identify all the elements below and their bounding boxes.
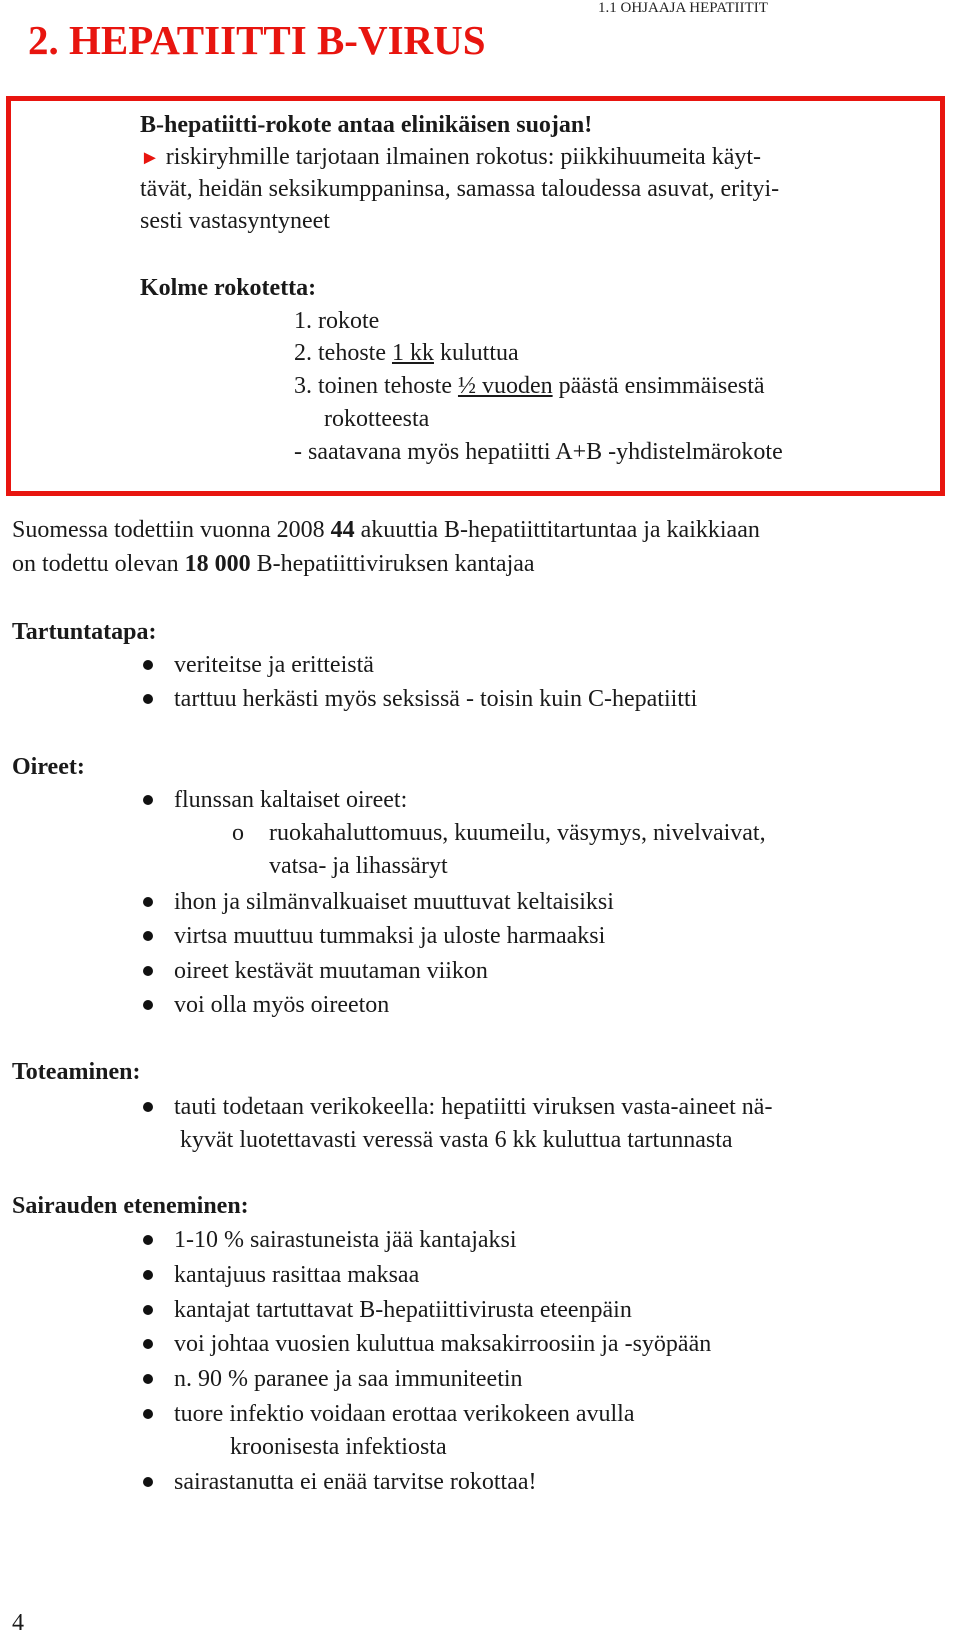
bullet-icon: [143, 931, 153, 941]
section-label: 1.1 OHJAAJA HEPATIITIT: [598, 0, 768, 16]
box-line-3: sesti vastasyntyneet: [140, 208, 330, 234]
bullet-icon: [143, 1102, 153, 1112]
diagnosis-line-1: tauti todetaan verikokeella: hepatiitti viruksen vasta-aineet nä-: [174, 1094, 773, 1120]
list-item: virtsa muuttuu tummaksi ja uloste harmaaksi: [174, 923, 606, 949]
list-item: voi johtaa vuosien kuluttua maksakirroosiin ja -syöpään: [174, 1331, 712, 1357]
sub-list-line-1: ruokahaluttomuus, kuumeilu, väsymys, nivelvaivat,: [269, 820, 766, 846]
bullet-icon: [143, 1305, 153, 1315]
list-item: sairastanutta ei enää tarvitse rokottaa!: [174, 1469, 537, 1495]
dose-3: [294, 371, 765, 401]
dose-2-interval: 1 kk: [391, 340, 434, 366]
bullet-icon: [143, 694, 153, 704]
bullet-icon: [143, 1477, 153, 1487]
sub-list-line-2: vatsa- ja lihassäryt: [269, 853, 448, 879]
bullet-icon: [143, 660, 153, 670]
stats-line-1-pre: Suomessa todettiin vuonna 2008: [12, 517, 331, 543]
list-item: ihon ja silmänvalkuaiset muuttuvat keltaisiksi: [174, 889, 614, 915]
bullet-icon: [143, 1235, 153, 1245]
dose-3-interval: ½ vuoden: [457, 373, 553, 399]
bullet-icon: [143, 1270, 153, 1280]
list-item: n. 90 % paranee ja saa immuniteetin: [174, 1366, 523, 1392]
list-item: kantajat tartuttavat B-hepatiittivirusta eteenpäin: [174, 1297, 632, 1323]
dose-2-post: kuluttua: [433, 340, 519, 366]
bullet-icon: [143, 1409, 153, 1419]
progression-heading: Sairauden eteneminen:: [12, 1193, 249, 1219]
transmission-heading: Tartuntatapa:: [12, 619, 157, 645]
list-item: tarttuu herkästi myös seksissä - toisin kuin C-hepatiitti: [174, 686, 698, 712]
sub-bullet-marker: o: [232, 820, 244, 846]
stats-line-2: [12, 549, 535, 579]
list-item: kantajuus rasittaa maksaa: [174, 1262, 420, 1288]
dose-2-pre: 2. tehoste: [294, 340, 392, 366]
list-item: veriteitse ja eritteistä: [174, 652, 374, 678]
stats-line-1-post: akuuttia B-hepatiittitartuntaa ja kaikkiaan: [354, 517, 760, 543]
bullet-icon: [143, 966, 153, 976]
list-item: voi olla myös oireeton: [174, 992, 390, 1018]
stats-line-1: [12, 515, 760, 545]
dose-3-pre: 3. toinen tehoste: [294, 373, 458, 399]
arrow-right-icon: ►: [140, 147, 160, 169]
bullet-icon: [143, 1339, 153, 1349]
symptoms-heading: Oireet:: [12, 754, 85, 780]
bullet-icon: [143, 1000, 153, 1010]
box-arrow-line: [140, 142, 761, 173]
list-item: flunssan kaltaiset oireet:: [174, 787, 408, 813]
dose-2: [294, 338, 519, 368]
page-number: 4: [12, 1610, 24, 1636]
bullet-icon: [143, 897, 153, 907]
box-line-1: riskiryhmille tarjotaan ilmainen rokotus: piikkihuumeita käyt-: [165, 144, 762, 170]
bullet-icon: [143, 795, 153, 805]
dose-3-post: päästä ensimmäisestä: [552, 373, 765, 399]
dose-1: 1. rokote: [294, 308, 380, 334]
stats-line-2-pre: on todettu olevan: [12, 551, 185, 577]
dose-3-cont: rokotteesta: [324, 406, 430, 432]
page-title: 2. HEPATIITTI B-VIRUS: [28, 17, 486, 63]
bullet-icon: [143, 1374, 153, 1384]
list-item: oireet kestävät muutaman viikon: [174, 958, 488, 984]
combo-vaccine: - saatavana myös hepatiitti A+B -yhdistelmärokote: [294, 439, 783, 465]
list-item-cont: kroonisesta infektiosta: [230, 1434, 447, 1460]
stats-carrier-count: 18 000: [184, 551, 251, 577]
diagnosis-heading: Toteaminen:: [12, 1059, 141, 1085]
stats-line-2-post: B-hepatiittiviruksen kantajaa: [250, 551, 535, 577]
stats-acute-count: 44: [330, 517, 355, 543]
diagnosis-line-2: kyvät luotettavasti veressä vasta 6 kk kuluttua tartunnasta: [180, 1127, 733, 1153]
box-heading: B-hepatiitti-rokote antaa elinikäisen suojan!: [140, 112, 593, 138]
list-item: 1-10 % sairastuneista jää kantajaksi: [174, 1227, 517, 1253]
box-line-2: tävät, heidän seksikumppaninsa, samassa taloudessa asuvat, erityi-: [140, 176, 780, 202]
list-item: tuore infektio voidaan erottaa verikokeen avulla: [174, 1401, 635, 1427]
box-sub-heading: Kolme rokotetta:: [140, 275, 317, 301]
